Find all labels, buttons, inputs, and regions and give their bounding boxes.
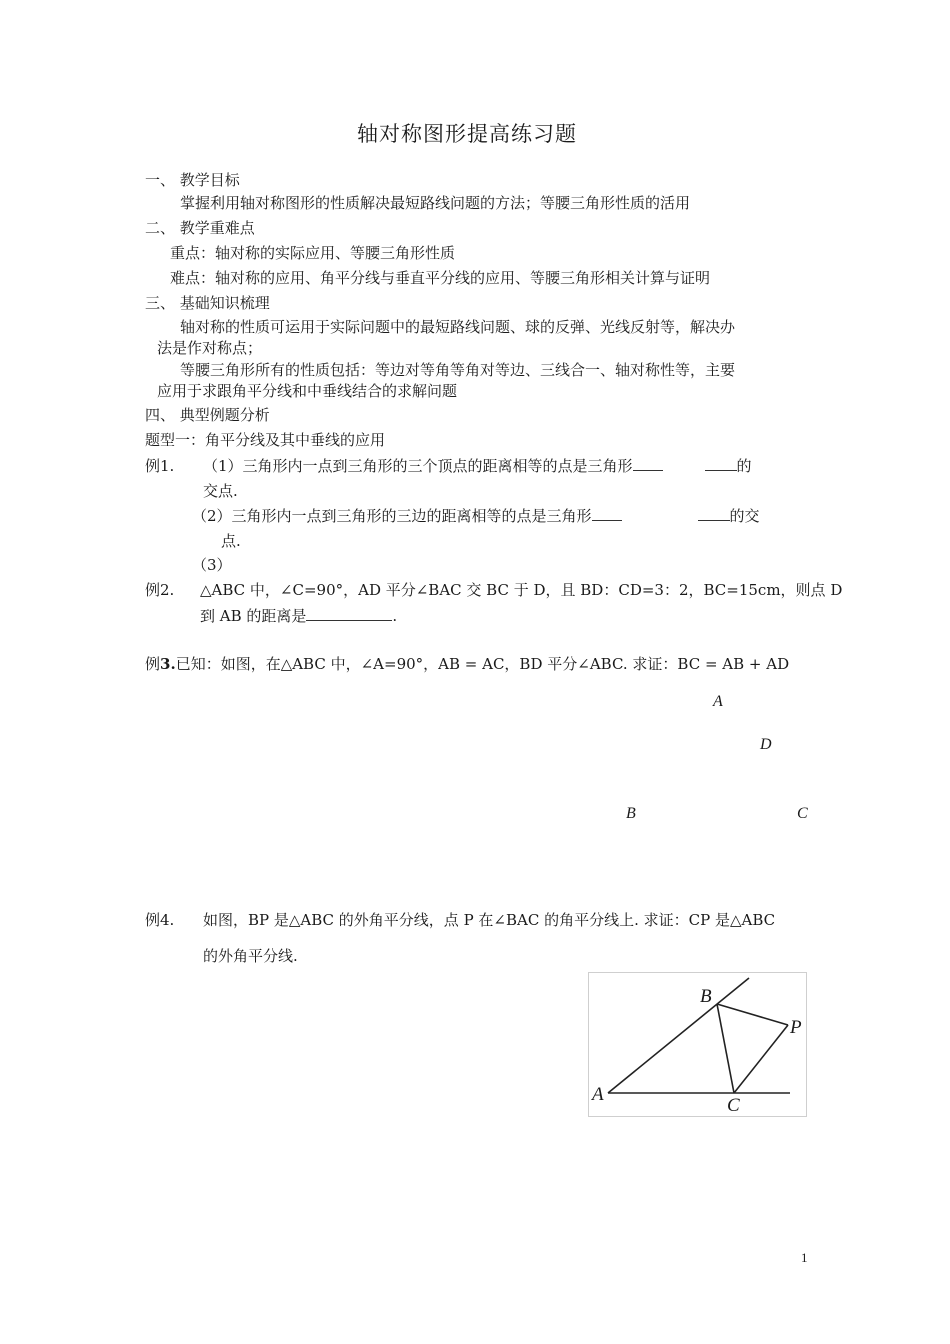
answer-blank[interactable] [306,606,392,621]
page-number: 1 [801,1250,808,1265]
section-3-para-2-line-1: 等腰三角形所有的性质包括：等边对等角等角对等边、三线合一、轴对称性等，主要 [180,361,736,379]
section-3-para-1-line-2: 法是作对称点； [157,339,263,357]
example-1-q2-end: 的交 [729,507,760,525]
example-1-q2 [192,506,760,526]
section-2-difficulty: 难点：轴对称的应用、角平分线与垂直平分线的应用、等腰三角形相关计算与证明 [170,269,711,287]
segment-bp [717,1004,788,1025]
figure-4-label-p: P [790,1017,802,1038]
example-1-q1-line-2: 交点. [203,482,238,500]
example-1-q1 [203,456,752,476]
figure-4-label-a: A [592,1084,604,1105]
page-title: 轴对称图形提高练习题 [357,122,577,146]
example-4-line-1: 如图，BP 是△ABC 的外角平分线，点 P 在∠BAC 的角平分线上. 求证：CP 是△ABC [203,911,776,929]
example-1-q1-end: 的 [736,457,752,475]
example-3-text: 已知：如图，在△ABC 中，∠A=90°，AB = AC，BD 平分∠ABC. 求证：BC = AB + AD [175,655,790,673]
answer-blank[interactable] [592,506,622,521]
example-2-line-1: △ABC 中，∠C=90°，AD 平分∠BAC 交 BC 于 D，且 BD：CD=3：2，BC=15cm，则点 D [200,581,843,599]
example-2-line-2-end: . [392,607,398,625]
figure-3-label-a: A [713,693,723,710]
example-1-q2-text: （2）三角形内一点到三角形的三边的距离相等的点是三角形 [192,507,592,525]
section-2-key-point: 重点：轴对称的实际应用、等腰三角形性质 [170,244,456,262]
example-3-label-number: 3. [160,655,176,673]
example-2-label: 例2. [145,581,175,599]
answer-blank[interactable] [698,506,730,521]
example-1-q3: （3） [192,556,232,574]
answer-blank[interactable] [705,456,737,471]
figure-3-label-c: C [797,805,808,822]
example-3-label-prefix: 例 [145,655,161,673]
example-4-line-2: 的外角平分线. [203,947,298,965]
figure-3-label-d: D [760,736,772,753]
figure-4-label-b: B [700,986,712,1007]
example-4-label: 例4. [145,911,175,929]
example-1-q2-line-2: 点. [221,532,241,550]
section-2-heading: 二、 教学重难点 [145,219,255,237]
segment-ab-extended [608,978,749,1093]
example-2-line-2 [200,606,397,626]
figure-3-label-b: B [626,805,636,822]
example-1-label: 例1. [145,457,175,475]
example-1-q1-text: （1）三角形内一点到三角形的三个顶点的距离相等的点是三角形 [203,457,633,475]
section-1-heading: 一、 教学目标 [145,171,240,189]
example-4-figure [588,972,807,1117]
section-3-para-2-line-2: 应用于求跟角平分线和中垂线结合的求解问题 [157,382,458,400]
segment-bc [717,1004,734,1093]
section-1-body: 掌握利用轴对称图形的性质解决最短路线问题的方法；等腰三角形性质的活用 [180,194,691,212]
section-3-para-1-line-1: 轴对称的性质可运用于实际问题中的最短路线问题、球的反弹、光线反射等，解决办 [180,318,736,336]
section-3-heading: 三、 基础知识梳理 [145,294,270,312]
figure-4-label-c: C [727,1095,740,1116]
question-type-1: 题型一：角平分线及其中垂线的应用 [145,431,386,449]
section-4-heading: 四、 典型例题分析 [145,406,270,424]
example-2-line-2-text: 到 AB 的距离是 [200,607,307,625]
answer-blank[interactable] [633,456,663,471]
example-3 [145,654,789,674]
segment-cp [734,1025,788,1093]
triangle-diagram [589,973,808,1118]
